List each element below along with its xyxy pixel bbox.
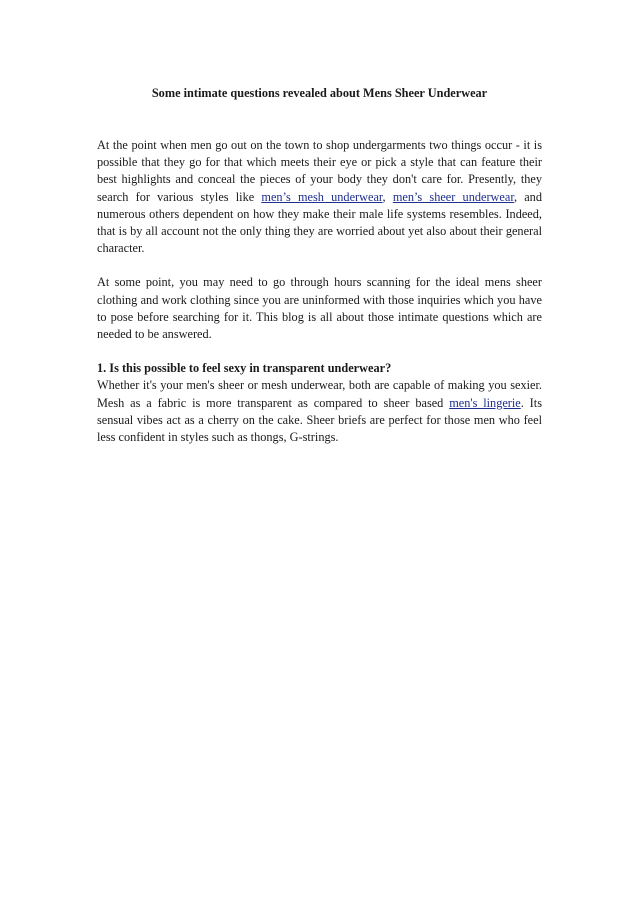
second-paragraph: At some point, you may need to go through hours scanning for the ideal mens sheer clothing and work clothing since you are uninformed with those inquiries which you have to pose before searching for it. This blog is all about those intimate questions which are needed to be answered. [97,275,542,342]
sheer-underwear-link[interactable]: men’s sheer underwear [392,189,514,204]
section-text-start: Whether it's your men's sheer or mesh underwear, both are capable of making you sexier. Mesh as a fabric is more transparent as compared to sheer based [97,378,542,410]
document-title: Some intimate questions revealed about Mens Sheer Underwear [151,86,488,100]
section-paragraph [97,377,542,446]
section-heading: 1. Is this possible to feel sexy in transparent underwear? [97,361,392,376]
mesh-underwear-link[interactable]: men’s mesh underwear [261,189,383,204]
intro-text-end: , and numerous others dependent on how they make their male life systems resembles. Indeed, that is by all account not the only thing they are worried about yet also about their general character. [97,189,542,256]
intro-paragraph [97,137,542,257]
link-separator: , [382,189,393,204]
intro-text-start: At the point when men go out on the town to shop undergarments two things occur - it is possible that they go for that which meets their eye or pick a style that can feature their best highlights and conceal the pieces of your body they don't care for. Presently, they search for various styles like [97,138,542,204]
mens-lingerie-link[interactable]: men's lingerie [449,395,521,410]
section-text-end: . Its sensual vibes act as a cherry on the cake. Sheer briefs are perfect for those men who feel less confident in styles such as thongs, G-strings. [97,395,542,445]
document-page [97,84,542,446]
